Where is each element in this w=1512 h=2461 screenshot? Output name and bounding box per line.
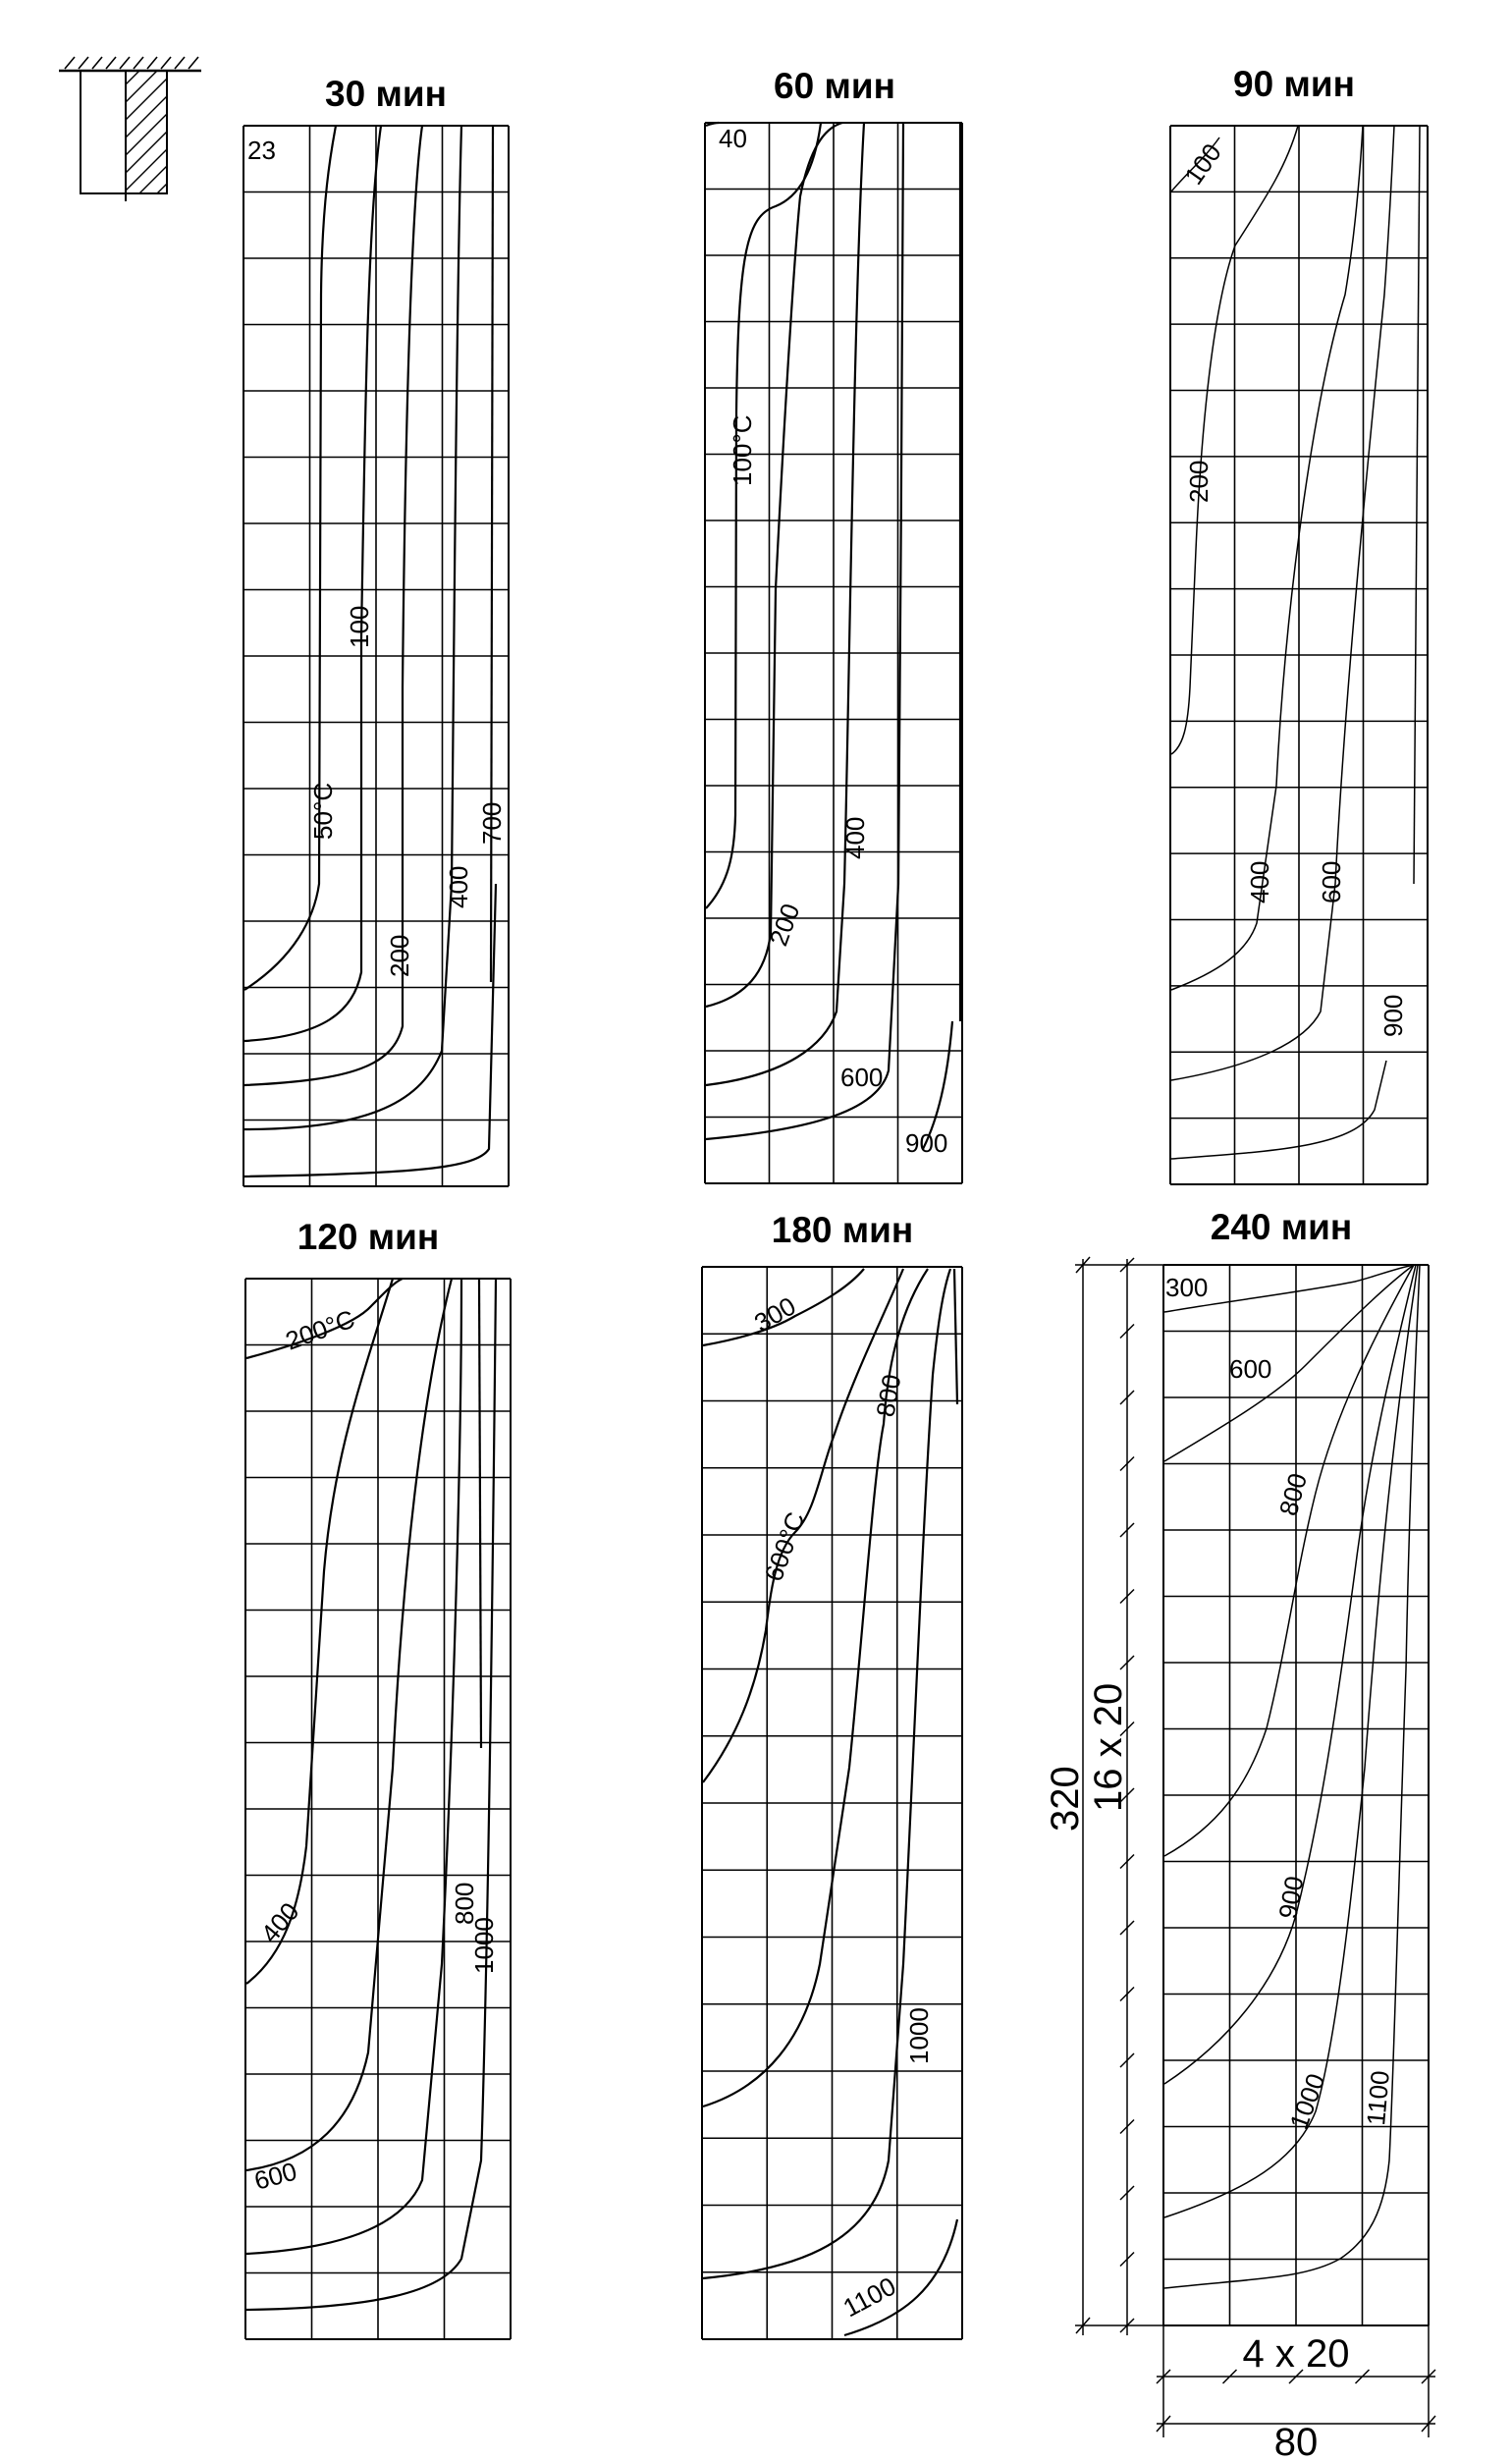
isotherm-label: 1000 <box>469 1917 499 1974</box>
isotherm-900 <box>1164 1265 1416 2084</box>
dimension-lines <box>1075 1257 1435 2437</box>
panel-title: 30 мин <box>325 74 447 114</box>
isotherm-label: 1000 <box>904 2007 934 2064</box>
isotherm-label: 100 <box>1178 137 1227 191</box>
panel-90-min <box>1170 64 1428 1184</box>
isotherm-label: 23 <box>247 136 276 165</box>
isotherm-800 <box>1164 1265 1414 1856</box>
isotherm-label: 600°C <box>758 1507 811 1586</box>
isotherm-600 <box>1171 126 1394 1080</box>
isotherm-600 <box>246 1279 452 2170</box>
isotherm-label: 900 <box>905 1128 948 1158</box>
isotherm-label: 200 <box>385 934 414 977</box>
isotherm-700 <box>244 884 496 1176</box>
isotherm-label: 900 <box>1272 1874 1310 1922</box>
isotherms-180-min <box>703 1269 957 2335</box>
isotherm-label: 50°C <box>308 782 338 840</box>
isotherm-label: 300 <box>749 1290 801 1339</box>
dimension-label-width-cells: 4 x 20 <box>1242 2332 1350 2376</box>
isotherms-240-min <box>1164 1265 1420 2288</box>
cross-section-key-icon <box>59 57 201 201</box>
isotherms-120-min <box>246 1279 496 2310</box>
isotherm-labels-30-min <box>247 136 507 977</box>
panel-title: 60 мин <box>774 66 895 106</box>
isotherm-label: 400 <box>840 816 870 859</box>
isotherm-1100 <box>1164 1265 1420 2288</box>
isotherm-label: 200 <box>763 900 806 951</box>
isotherm-edge <box>479 1279 481 1748</box>
isotherm-1000 <box>246 1279 496 2310</box>
isotherm-label: 200 <box>1184 460 1214 503</box>
isotherm-label: 400 <box>444 865 473 908</box>
isotherm-1100 <box>844 2219 957 2335</box>
dimension-label-height-cells: 16 x 20 <box>1087 1682 1130 1812</box>
isotherm-label: 800 <box>870 1372 907 1420</box>
isotherm-label: 600 <box>250 2156 300 2196</box>
panel-180-min <box>702 1210 962 2339</box>
panel-240-min <box>1044 1207 1435 2461</box>
isotherm-labels-180-min <box>749 1291 934 2324</box>
isotherm-800 <box>246 1279 461 2254</box>
isotherm-edge <box>1414 126 1420 884</box>
isotherm-label: 400 <box>1245 860 1274 903</box>
isotherm-label: 600 <box>1229 1354 1272 1384</box>
panel-60-min <box>705 66 962 1183</box>
isotherm-label: 800 <box>450 1882 479 1925</box>
isotherm-100 <box>244 126 381 1041</box>
isotherm-label: 400 <box>254 1896 305 1948</box>
isotherm-label: 300 <box>1165 1273 1209 1302</box>
isotherm-labels-120-min <box>251 1304 499 2196</box>
isotherm-label: 40 <box>719 124 747 153</box>
isotherm-label: 100°C <box>728 414 757 486</box>
isotherm-label: 1100 <box>1361 2069 1395 2127</box>
panel-120-min <box>245 1217 511 2339</box>
isotherm-label: 1000 <box>1283 2069 1331 2134</box>
panel-title: 120 мин <box>297 1217 440 1257</box>
isotherm-400 <box>246 1279 393 1984</box>
isotherm-label: 900 <box>1378 994 1408 1037</box>
isotherm-label: 1100 <box>837 2270 901 2324</box>
isotherm-100 <box>706 123 821 908</box>
isotherm-50 <box>244 126 336 990</box>
isotherm-1000 <box>703 1269 950 2278</box>
isotherm-label: 800 <box>1272 1469 1314 1519</box>
isotherm-400 <box>1171 126 1363 990</box>
dimension-label-height-total: 320 <box>1044 1766 1087 1832</box>
isotherm-label: 200°C <box>281 1303 359 1356</box>
dimension-label-width-total: 80 <box>1273 2421 1319 2461</box>
panel-title: 180 мин <box>771 1210 914 1250</box>
grid-180-min <box>702 1267 962 2339</box>
panel-30-min <box>243 74 509 1186</box>
grid-30-min <box>243 126 509 1186</box>
isotherm-label: 600 <box>1317 860 1346 903</box>
isotherm-labels-240-min <box>1165 1273 1395 2133</box>
isotherm-label: 600 <box>840 1063 884 1092</box>
isotherm-900 <box>1171 1061 1386 1159</box>
panel-title: 90 мин <box>1233 64 1355 104</box>
isotherms-30-min <box>244 126 496 1176</box>
isotherm-edge <box>954 1269 957 1404</box>
isotherm-label: 700 <box>477 801 507 845</box>
grid-60-min <box>705 123 962 1183</box>
isotherm-label: 100 <box>345 605 374 648</box>
isotherm-edge <box>491 126 493 982</box>
panel-title: 240 мин <box>1210 1207 1353 1247</box>
